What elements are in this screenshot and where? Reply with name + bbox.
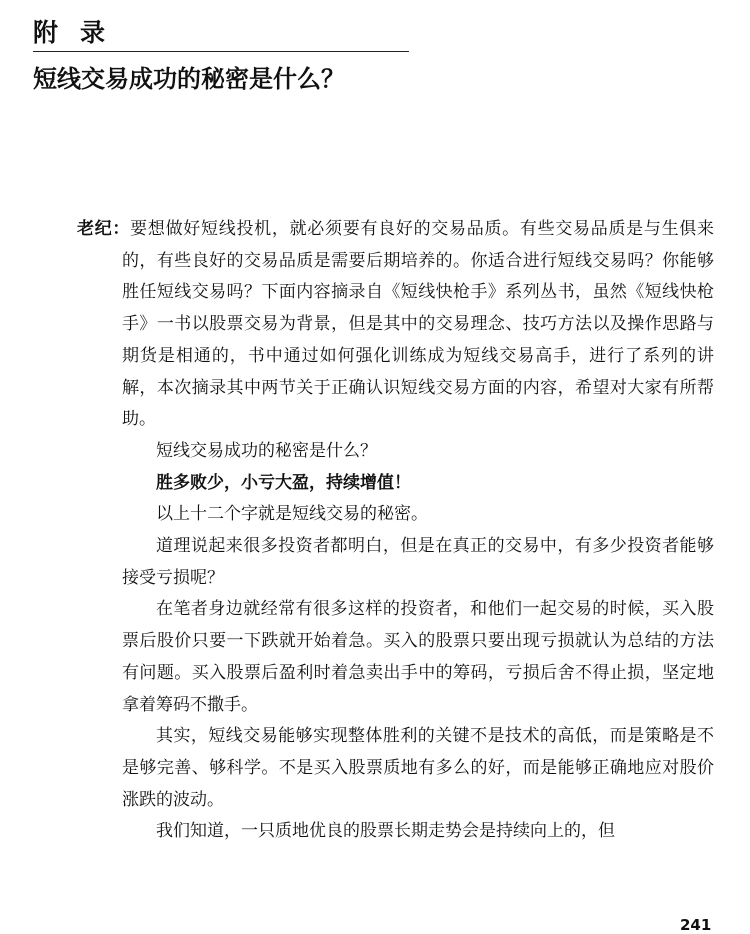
body-paragraph-4: 道理说起来很多投资者都明白，但是在真正的交易中，有多少投资者能够接受亏损呢？ xyxy=(122,536,714,588)
article-body xyxy=(77,214,715,848)
intro-paragraph xyxy=(77,214,715,436)
body-paragraph-5: 在笔者身边就经常有很多这样的投资者，和他们一起交易的时候，买入股票后股价只要一下跌就开始着急。买入的股票只要出现亏损就认为总结的方法有问题。买入股票后盈利时着急卖出手中的筹码，亏损后舍不得止损，坚定地拿着筹码不撒手。 xyxy=(122,599,714,715)
intro-text: 要想做好短线投机，就必须要有良好的交易品质。有些交易品质是与生俱来的，有些良好的交易品质是需要后期培养的。你适合进行短线交易吗？你能够胜任短线交易吗？下面内容摘录自《短线快枪手》系列丛书，虽然《短线快枪手》一书以股票交易为背景，但是其中的交易理念、技巧方法以及操作思路与期货是相通的，书中通过如何强化训练成为短线交易高手，进行了系列的讲解，本次摘录其中两节关于正确认识短线交易方面的内容，希望对大家有所帮助。 xyxy=(122,219,715,430)
question-paragraph: 短线交易成功的秘密是什么？ xyxy=(156,440,377,461)
body-paragraph-6: 其实，短线交易能够实现整体胜利的关键不是技术的高低，而是策略是不是够完善、够科学。不是买入股票质地有多么的好，而是能够正确地应对股价涨跌的波动。 xyxy=(122,726,714,810)
body-paragraph-7: 我们知道，一只质地优良的股票长期走势会是持续向上的，但 xyxy=(156,821,615,842)
speaker-label: 老纪： xyxy=(77,219,131,239)
section-label: 附录 xyxy=(33,18,128,47)
header-rule xyxy=(33,51,409,52)
page-number: 241 xyxy=(680,916,712,934)
answer-paragraph: 胜多败少，小亏大盈，持续增值！ xyxy=(156,472,411,493)
article-title: 短线交易成功的秘密是什么？ xyxy=(33,65,345,93)
body-paragraph-3: 以上十二个字就是短线交易的秘密。 xyxy=(156,504,428,525)
